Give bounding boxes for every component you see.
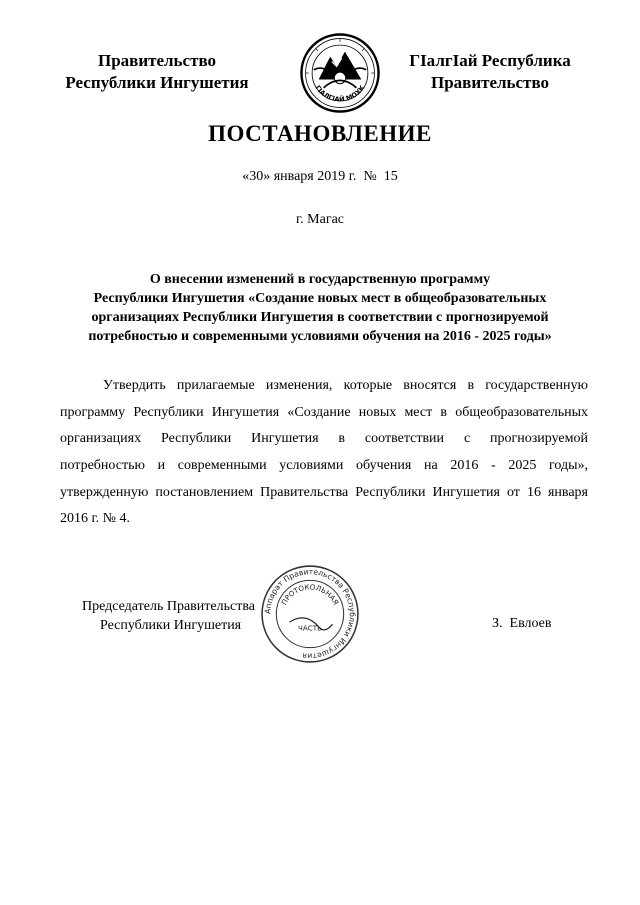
header-left-line-2: Республики Ингушетия [65, 73, 249, 92]
document-type: ПОСТАНОВЛЕНИЕ [208, 121, 432, 146]
title-line: потребностью и современными условиями обучения на 2016 - 2025 годы» [88, 329, 552, 344]
svg-text:ГIАЛГIАЙ МОХК [314, 83, 367, 103]
stamp-center-text: ЧАСТЬ [298, 623, 322, 633]
title-line: Республики Ингушетия «Создание новых мест в общеобразовательных [93, 291, 547, 306]
signatory-position-line-2: Республики Ингушетия [100, 618, 242, 633]
title-line: организациях Республики Ингушетия в соответствии с прогнозируемой [91, 310, 549, 325]
body-line: Утвердить прилагаемые изменения, которые вносятся в государственную [103, 378, 588, 393]
document-title [70, 270, 570, 346]
stamp-outer-text: Аппарат Правительства Республики Ингушетия [263, 567, 357, 661]
official-stamp-icon [259, 563, 361, 665]
signatory-position-line-1: Председатель Правительства [82, 599, 255, 614]
body-paragraph [60, 373, 588, 533]
body-line: программу Республики Ингушетия «Создание новых мест в общеобразовательных [60, 404, 588, 420]
body-line: организациях Республики Ингушетия в соответствии с прогнозируемой [60, 431, 588, 447]
header-left-line-1: Правительство [97, 51, 217, 70]
emblem-icon [299, 32, 381, 114]
body-line: утвержденную постановлением Правительства Республики Ингушетия от 16 января [60, 484, 588, 500]
header-left [57, 50, 257, 94]
title-line: О внесении изменений в государственную программу [149, 272, 491, 287]
svg-text:ПРОТОКОЛЬНАЯ [279, 582, 340, 606]
header-right [390, 50, 590, 94]
header-right-line-2: Правительство [430, 73, 550, 92]
body-line: 2016 г. № 4. [60, 511, 131, 527]
body-line: потребностью и современными условиями обучения на 2016 - 2025 годы», [60, 458, 588, 474]
svg-text:Аппарат Правительства Республи [263, 567, 357, 661]
date-and-number: «30» января 2019 г. № 15 [242, 169, 398, 184]
signatory-name: З. Евлоев [492, 616, 552, 631]
city: г. Магас [296, 212, 344, 227]
emblem-text: ГIАЛГIАЙ МОХК [313, 83, 367, 104]
stamp-inner-text: ПРОТОКОЛЬНАЯ [279, 582, 341, 607]
header-right-line-1: ГIалгIай Республика [409, 51, 571, 70]
